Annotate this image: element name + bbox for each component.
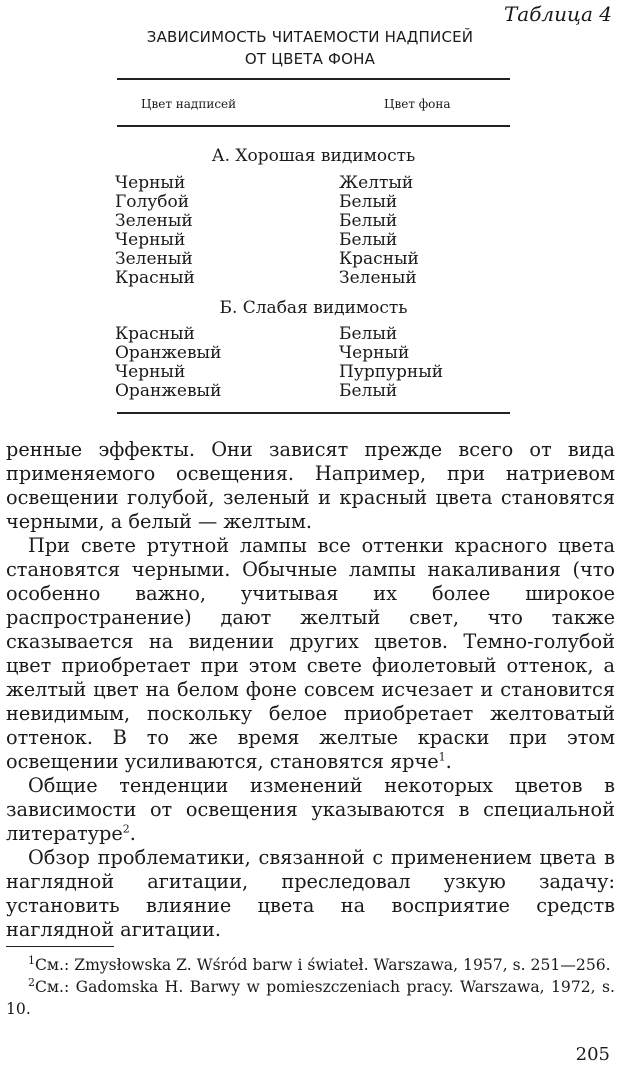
table-cell-background-color: Зеленый: [339, 268, 417, 288]
paragraph-text: Общие тенденции изменений некоторых цветов в зависимости от освещения указываются в специальной литературе: [6, 774, 615, 845]
footnote-separator: [6, 946, 114, 947]
table-cell-text-color: Оранжевый: [115, 343, 222, 363]
footnotes: [6, 954, 615, 1020]
table-cell-background-color: Белый: [339, 211, 398, 231]
table-cell-text-color: Черный: [115, 173, 186, 193]
footnote: [6, 954, 615, 976]
footnote-ref: 1: [438, 750, 446, 764]
footnote-mark: 2: [28, 975, 35, 989]
paragraph: [6, 534, 615, 774]
table-cell-background-color: Пурпурный: [339, 362, 444, 382]
table-caption: Таблица 4: [503, 2, 612, 26]
paragraph: Обзор проблематики, связанной с применением цвета в наглядной агитации, преследовал узкую задачу: установить влияние цвета на восприятие средств наглядной агитации.: [6, 846, 615, 941]
table-cell-text-color: Голубой: [115, 192, 190, 212]
table-cell-background-color: Белый: [339, 230, 398, 250]
paragraph: [6, 774, 615, 846]
table-top-rule: [117, 78, 510, 80]
section-good-visibility: А. Хорошая видимость: [211, 146, 416, 166]
table-cell-background-color: Желтый: [339, 173, 414, 193]
table-header-rule: [117, 125, 510, 127]
table-cell-text-color: Черный: [115, 230, 186, 250]
page-number: 205: [575, 1044, 610, 1065]
footnote-mark: 1: [28, 953, 35, 967]
table-cell-background-color: Черный: [339, 343, 410, 363]
column-header-background-color: Цвет фона: [384, 97, 451, 111]
table-cell-background-color: Белый: [339, 381, 398, 401]
footnote-text: См.: Gadomska H. Barwy w pomieszczeniach pracy. Warszawa, 1972, s. 10.: [6, 978, 615, 1018]
table-cell-text-color: Оранжевый: [115, 381, 222, 401]
table-cell-text-color: Красный: [115, 268, 195, 288]
table-cell-background-color: Красный: [339, 249, 419, 269]
table-bottom-rule: [117, 412, 510, 414]
table-title-line1: ЗАВИСИМОСТЬ ЧИТАЕМОСТИ НАДПИСЕЙ: [146, 28, 474, 46]
table-cell-text-color: Красный: [115, 324, 195, 344]
section-poor-visibility: Б. Слабая видимость: [219, 298, 408, 318]
table-cell-background-color: Белый: [339, 192, 398, 212]
footnote-text: См.: Zmysłowska Z. Wśród barw i świateł. Warszawa, 1957, s. 251—256.: [35, 956, 611, 974]
table-cell-background-color: Белый: [339, 324, 398, 344]
table-title-line2: ОТ ЦВЕТА ФОНА: [244, 50, 376, 68]
body-text: [6, 438, 615, 942]
paragraph: ренные эффекты. Они зависят прежде всего от вида применяемого освещения. Например, при натриевом освещении голубой, зеленый и красный цвета становятся черными, а белый — желтым.: [6, 438, 615, 533]
footnote-ref: 2: [122, 822, 130, 836]
paragraph-text: При свете ртутной лампы все оттенки красного цвета становятся черными. Обычные лампы накаливания (что особенно важно, учитывая их более широкое распространение) дают желтый свет, что также сказывается на видении других цветов. Темно-голубой цвет приобретает при этом свете фиолетовый оттенок, а желтый цвет на белом фоне совсем исчезает и становится невидимым, поскольку белое приобретает желтоватый оттенок. В то же время желтые краски при этом освещении усиливаются, становятся ярче: [6, 534, 615, 773]
paragraph-end: .: [129, 822, 136, 845]
column-header-text-color: Цвет надписей: [141, 97, 237, 111]
table-cell-text-color: Зеленый: [115, 249, 193, 269]
table-cell-text-color: Черный: [115, 362, 186, 382]
footnote: [6, 976, 615, 1020]
table-cell-text-color: Зеленый: [115, 211, 193, 231]
paragraph-end: .: [445, 750, 452, 773]
